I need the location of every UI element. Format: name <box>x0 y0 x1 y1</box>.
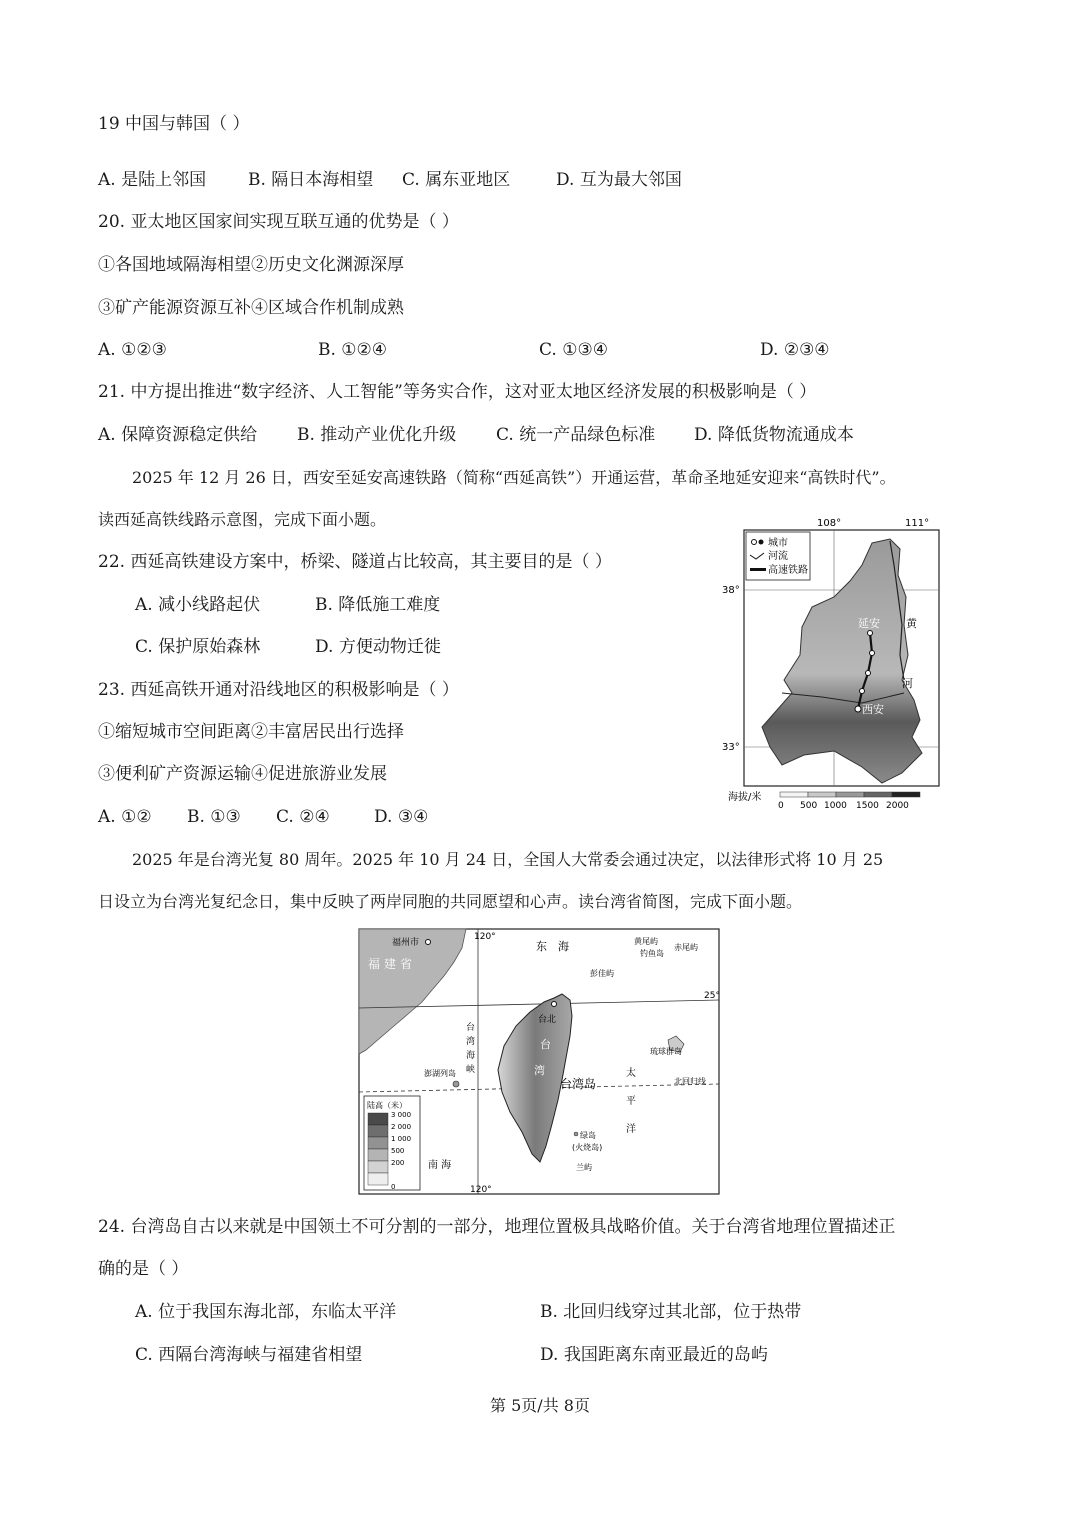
q23-option-a: A. ①② <box>98 807 152 827</box>
green-island-alt-label: (火烧岛) <box>572 1143 603 1152</box>
q24-option-d: D. 我国距离东南亚最近的岛屿 <box>540 1345 768 1365</box>
q24-option-c: C. 西隔台湾海峡与福建省相望 <box>135 1345 363 1365</box>
q22-option-c: C. 保护原始森林 <box>135 637 261 657</box>
city-xian: 西安 <box>862 703 884 716</box>
shaanxi-rail-map <box>722 515 944 810</box>
city-dot <box>860 689 865 694</box>
q23-stem: 23. 西延高铁开通对沿线地区的积极影响是（ ） <box>98 680 459 700</box>
elev-tick: 2000 <box>886 801 909 810</box>
map2-elev-tick: 200 <box>391 1159 405 1167</box>
q19-option-d: D. 互为最大邻国 <box>556 170 682 190</box>
lon-label-bottom: 120° <box>470 1185 492 1195</box>
q22-option-b: B. 降低施工难度 <box>315 595 441 615</box>
elev-tick: 0 <box>778 801 784 810</box>
legend-rail-icon <box>750 568 766 571</box>
q24-option-a: A. 位于我国东海北部，东临太平洋 <box>135 1302 397 1322</box>
map2-elev-tick: 500 <box>391 1147 405 1155</box>
q23-option-d: D. ③④ <box>374 807 429 827</box>
pacific-char-1: 太 <box>626 1068 636 1079</box>
legend-city-icon <box>752 540 757 545</box>
passage1-line2: 读西延高铁线路示意图，完成下面小题。 <box>98 510 387 529</box>
q23-option-c: C. ②④ <box>276 807 330 827</box>
map2-elev-tick: 3 000 <box>391 1111 412 1119</box>
q20-statement-2: ③矿产能源资源互补④区域合作机制成熟 <box>98 298 404 318</box>
yellow-river-char-2: 河 <box>902 677 913 690</box>
fuzhou-dot <box>426 940 431 945</box>
huangwei-label: 黄尾屿 <box>634 937 658 946</box>
pengjia-label: 彭佳屿 <box>590 969 614 978</box>
penghu-label: 澎湖列岛 <box>424 1069 456 1078</box>
elev-tick: 1500 <box>856 801 879 810</box>
map2-elev-tick: 2 000 <box>391 1123 412 1131</box>
city-dot <box>870 651 875 656</box>
chiwei-label: 赤尾屿 <box>674 943 698 952</box>
q19-option-b: B. 隔日本海相望 <box>248 170 374 190</box>
passage1-line1: 2025 年 12 月 26 日，西安至延安高速铁路（简称“西延高铁”）开通运营，革命圣地延安迎来“高铁时代”。 <box>132 468 896 487</box>
q20-option-d: D. ②③④ <box>760 340 830 360</box>
fujian-char-3: 省 <box>400 957 413 971</box>
south-sea-label: 南 海 <box>428 1160 452 1171</box>
lanyu-label: 兰屿 <box>576 1163 592 1172</box>
elev-tick: 1000 <box>824 801 847 810</box>
q20-option-b: B. ①②④ <box>318 340 388 360</box>
lon-label-top: 120° <box>474 932 496 942</box>
green-island-label: 绿岛 <box>580 1131 596 1140</box>
island-char-1: 台 <box>540 1038 551 1051</box>
tropic-label: 北回归线 <box>674 1077 706 1086</box>
yellow-river-char-1: 黄 <box>906 617 917 630</box>
lat-label-25: 25° <box>704 991 720 1001</box>
elev-tick: 500 <box>800 801 818 810</box>
lat-label-38: 38° <box>722 585 740 596</box>
taiwan-island-label: 台湾岛 <box>560 1077 597 1091</box>
fujian-char-1: 福 <box>368 957 381 971</box>
q20-option-a: A. ①②③ <box>98 340 167 360</box>
city-dot <box>855 706 861 712</box>
green-island-dot <box>574 1132 578 1136</box>
fujian-char-2: 建 <box>384 957 397 971</box>
diaoyu-label: 钓鱼岛 <box>640 949 664 958</box>
east-sea-char-1: 东 <box>536 940 547 953</box>
map2-elev-tick: 1 000 <box>391 1135 412 1143</box>
passage2-line1: 2025 年是台湾光复 80 周年。2025 年 10 月 24 日，全国人大常委会通过决定，以法律形式将 10 月 25 <box>132 850 884 869</box>
q22-option-d: D. 方便动物迁徙 <box>315 637 441 657</box>
q21-stem: 21. 中方提出推进“数字经济、人工智能”等务实合作，这对亚太地区经济发展的积极影响是（ ） <box>98 382 817 402</box>
q20-stem: 20. 亚太地区国家间实现互联互通的优势是（ ） <box>98 212 459 232</box>
q20-option-c: C. ①③④ <box>539 340 608 360</box>
ryukyu-label: 琉球群岛 <box>650 1047 682 1056</box>
legend-river: 河流 <box>768 551 788 562</box>
legend-rail: 高速铁路 <box>768 565 808 576</box>
q24-option-b: B. 北回归线穿过其北部，位于热带 <box>540 1302 802 1322</box>
strait-char-1: 台 <box>466 1023 476 1033</box>
lon-label-111: 111° <box>905 518 930 529</box>
q24-stem-line1: 24. 台湾岛自古以来就是中国领土不可分割的一部分，地理位置极具战略价值。关于台湾省地理位置描述正 <box>98 1217 896 1237</box>
lat-label-33: 33° <box>722 742 740 753</box>
q23-statement-1: ①缩短城市空间距离②丰富居民出行选择 <box>98 722 404 742</box>
page-footer: 第 5页/共 8页 <box>490 1396 590 1415</box>
city-yanan: 延安 <box>858 617 880 630</box>
penghu-island <box>453 1081 459 1087</box>
pacific-char-3: 洋 <box>626 1124 636 1135</box>
passage2-line2: 日设立为台湾光复纪念日，集中反映了两岸同胞的共同愿望和心声。读台湾省简图，完成下面小题。 <box>98 892 803 911</box>
lon-label-108: 108° <box>817 518 842 529</box>
q19-option-a: A. 是陆上邻国 <box>98 170 207 190</box>
map2-elev-title: 陆高（米） <box>367 1101 407 1110</box>
taiwan-map <box>358 928 720 1196</box>
q19-stem: 19 中国与韩国（ ） <box>98 114 250 134</box>
taipei-dot <box>552 1002 557 1007</box>
city-dot <box>866 671 871 676</box>
city-dot <box>868 631 873 636</box>
taipei-label: 台北 <box>538 1015 557 1025</box>
q21-option-a: A. 保障资源稳定供给 <box>98 425 258 445</box>
strait-char-3: 海 <box>466 1051 476 1061</box>
q21-option-c: C. 统一产品绿色标准 <box>496 425 656 445</box>
map2-elev-tick: 0 <box>391 1183 396 1191</box>
east-sea-char-2: 海 <box>558 940 569 953</box>
q20-statement-1: ①各国地域隔海相望②历史文化渊源深厚 <box>98 255 404 275</box>
legend-city: 城市 <box>768 538 788 549</box>
q21-option-d: D. 降低货物流通成本 <box>694 425 854 445</box>
elev-label: 海拔/米 <box>728 792 762 803</box>
pacific-char-2: 平 <box>626 1096 636 1107</box>
q23-statement-2: ③便利矿产资源运输④促进旅游业发展 <box>98 764 387 784</box>
q24-stem-line2: 确的是（ ） <box>98 1259 189 1279</box>
fuzhou-label: 福州市 <box>392 938 420 948</box>
island-char-2: 湾 <box>534 1064 545 1077</box>
q22-option-a: A. 减小线路起伏 <box>135 595 261 615</box>
q19-option-c: C. 属东亚地区 <box>402 170 511 190</box>
q21-option-b: B. 推动产业优化升级 <box>297 425 457 445</box>
q23-option-b: B. ①③ <box>187 807 241 827</box>
q22-stem: 22. 西延高铁建设方案中，桥梁、隧道占比较高，其主要目的是（ ） <box>98 552 612 572</box>
strait-char-4: 峡 <box>466 1065 476 1075</box>
strait-char-2: 湾 <box>466 1037 476 1047</box>
